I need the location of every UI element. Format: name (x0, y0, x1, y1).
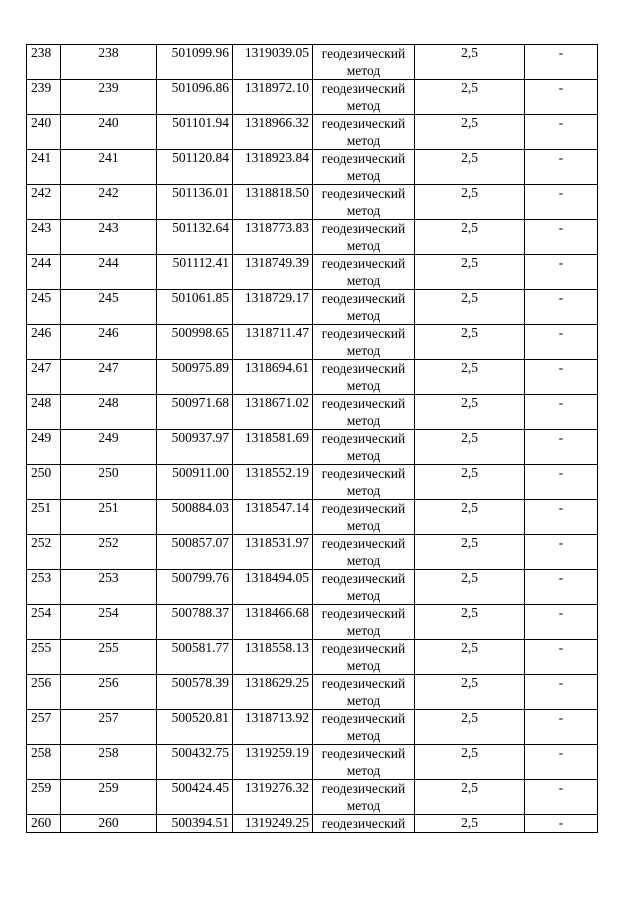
coordinate-x-cell: 500857.07 (157, 535, 233, 570)
coordinate-x-cell: 500394.51 (157, 815, 233, 833)
coordinate-y-cell: 1319276.32 (233, 780, 313, 815)
coordinate-y-cell: 1318547.14 (233, 500, 313, 535)
coordinates-table (26, 44, 598, 833)
table-row (27, 745, 598, 780)
table-row (27, 185, 598, 220)
note-cell: - (525, 325, 598, 360)
accuracy-cell: 2,5 (415, 745, 525, 780)
note-cell: - (525, 465, 598, 500)
accuracy-cell: 2,5 (415, 290, 525, 325)
coordinate-y-cell: 1319259.19 (233, 745, 313, 780)
coordinate-x-cell: 500884.03 (157, 500, 233, 535)
table-row (27, 325, 598, 360)
coordinate-x-cell: 500432.75 (157, 745, 233, 780)
coordinate-x-cell: 500911.00 (157, 465, 233, 500)
coordinate-x-cell: 501061.85 (157, 290, 233, 325)
mark-number-cell: 248 (61, 395, 157, 430)
method-cell: геодезический метод (313, 780, 415, 815)
accuracy-cell: 2,5 (415, 150, 525, 185)
coordinate-y-cell: 1319249.25 (233, 815, 313, 833)
coordinate-x-cell: 501136.01 (157, 185, 233, 220)
point-number-cell: 253 (27, 570, 61, 605)
table-row (27, 255, 598, 290)
method-cell: геодезический метод (313, 640, 415, 675)
note-cell: - (525, 430, 598, 465)
note-cell: - (525, 815, 598, 833)
coordinate-x-cell: 501101.94 (157, 115, 233, 150)
method-cell: геодезический метод (313, 255, 415, 290)
coordinate-y-cell: 1318713.92 (233, 710, 313, 745)
note-cell: - (525, 640, 598, 675)
point-number-cell: 240 (27, 115, 61, 150)
point-number-cell: 250 (27, 465, 61, 500)
accuracy-cell: 2,5 (415, 640, 525, 675)
note-cell: - (525, 220, 598, 255)
table-row (27, 780, 598, 815)
mark-number-cell: 252 (61, 535, 157, 570)
accuracy-cell: 2,5 (415, 220, 525, 255)
method-cell: геодезический метод (313, 395, 415, 430)
table-row (27, 640, 598, 675)
method-cell: геодезический метод (313, 430, 415, 465)
mark-number-cell: 246 (61, 325, 157, 360)
table-row (27, 675, 598, 710)
mark-number-cell: 247 (61, 360, 157, 395)
method-cell: геодезический метод (313, 745, 415, 780)
coordinate-y-cell: 1319039.05 (233, 45, 313, 80)
table-row (27, 465, 598, 500)
table-row (27, 535, 598, 570)
point-number-cell: 251 (27, 500, 61, 535)
note-cell: - (525, 395, 598, 430)
table-row (27, 815, 598, 833)
coordinate-x-cell: 500788.37 (157, 605, 233, 640)
mark-number-cell: 245 (61, 290, 157, 325)
point-number-cell: 238 (27, 45, 61, 80)
table-row (27, 395, 598, 430)
point-number-cell: 255 (27, 640, 61, 675)
table-row (27, 360, 598, 395)
accuracy-cell: 2,5 (415, 430, 525, 465)
note-cell: - (525, 360, 598, 395)
table-row (27, 80, 598, 115)
note-cell: - (525, 745, 598, 780)
coordinate-x-cell: 501096.86 (157, 80, 233, 115)
note-cell: - (525, 80, 598, 115)
coordinate-y-cell: 1318818.50 (233, 185, 313, 220)
accuracy-cell: 2,5 (415, 570, 525, 605)
accuracy-cell: 2,5 (415, 325, 525, 360)
coordinate-y-cell: 1318558.13 (233, 640, 313, 675)
point-number-cell: 256 (27, 675, 61, 710)
coordinate-y-cell: 1318972.10 (233, 80, 313, 115)
coordinate-y-cell: 1318494.05 (233, 570, 313, 605)
accuracy-cell: 2,5 (415, 185, 525, 220)
method-cell: геодезический метод (313, 710, 415, 745)
mark-number-cell: 243 (61, 220, 157, 255)
method-cell: геодезический метод (313, 535, 415, 570)
table-row (27, 570, 598, 605)
point-number-cell: 247 (27, 360, 61, 395)
point-number-cell: 242 (27, 185, 61, 220)
method-cell: геодезический метод (313, 115, 415, 150)
coordinate-y-cell: 1318711.47 (233, 325, 313, 360)
accuracy-cell: 2,5 (415, 45, 525, 80)
table-row (27, 500, 598, 535)
method-cell: геодезический метод (313, 675, 415, 710)
mark-number-cell: 256 (61, 675, 157, 710)
mark-number-cell: 250 (61, 465, 157, 500)
method-cell: геодезический метод (313, 570, 415, 605)
mark-number-cell: 244 (61, 255, 157, 290)
coordinate-y-cell: 1318581.69 (233, 430, 313, 465)
table-row (27, 45, 598, 80)
note-cell: - (525, 500, 598, 535)
mark-number-cell: 241 (61, 150, 157, 185)
coordinate-y-cell: 1318552.19 (233, 465, 313, 500)
accuracy-cell: 2,5 (415, 360, 525, 395)
point-number-cell: 239 (27, 80, 61, 115)
mark-number-cell: 255 (61, 640, 157, 675)
accuracy-cell: 2,5 (415, 535, 525, 570)
coordinate-x-cell: 500578.39 (157, 675, 233, 710)
coordinate-x-cell: 501120.84 (157, 150, 233, 185)
coordinate-x-cell: 500971.68 (157, 395, 233, 430)
mark-number-cell: 251 (61, 500, 157, 535)
coordinate-x-cell: 500424.45 (157, 780, 233, 815)
method-cell: геодезический метод (313, 185, 415, 220)
mark-number-cell: 260 (61, 815, 157, 833)
accuracy-cell: 2,5 (415, 605, 525, 640)
mark-number-cell: 259 (61, 780, 157, 815)
note-cell: - (525, 780, 598, 815)
coordinate-x-cell: 500998.65 (157, 325, 233, 360)
coordinate-x-cell: 500799.76 (157, 570, 233, 605)
accuracy-cell: 2,5 (415, 675, 525, 710)
point-number-cell: 246 (27, 325, 61, 360)
note-cell: - (525, 710, 598, 745)
table-row (27, 220, 598, 255)
coordinate-y-cell: 1318629.25 (233, 675, 313, 710)
table-row (27, 150, 598, 185)
note-cell: - (525, 185, 598, 220)
note-cell: - (525, 150, 598, 185)
accuracy-cell: 2,5 (415, 395, 525, 430)
coordinate-y-cell: 1318966.32 (233, 115, 313, 150)
method-cell: геодезический метод (313, 360, 415, 395)
accuracy-cell: 2,5 (415, 500, 525, 535)
coordinate-x-cell: 500937.97 (157, 430, 233, 465)
note-cell: - (525, 115, 598, 150)
coordinate-x-cell: 501132.64 (157, 220, 233, 255)
method-cell: геодезический метод (313, 290, 415, 325)
method-cell: геодезический метод (313, 150, 415, 185)
method-cell: геодезический (313, 815, 415, 833)
mark-number-cell: 257 (61, 710, 157, 745)
note-cell: - (525, 570, 598, 605)
point-number-cell: 254 (27, 605, 61, 640)
point-number-cell: 243 (27, 220, 61, 255)
mark-number-cell: 239 (61, 80, 157, 115)
point-number-cell: 244 (27, 255, 61, 290)
point-number-cell: 248 (27, 395, 61, 430)
mark-number-cell: 249 (61, 430, 157, 465)
coordinate-x-cell: 500520.81 (157, 710, 233, 745)
method-cell: геодезический метод (313, 80, 415, 115)
note-cell: - (525, 605, 598, 640)
point-number-cell: 252 (27, 535, 61, 570)
point-number-cell: 241 (27, 150, 61, 185)
coordinate-y-cell: 1318773.83 (233, 220, 313, 255)
accuracy-cell: 2,5 (415, 115, 525, 150)
point-number-cell: 257 (27, 710, 61, 745)
accuracy-cell: 2,5 (415, 815, 525, 833)
point-number-cell: 259 (27, 780, 61, 815)
mark-number-cell: 238 (61, 45, 157, 80)
table-row (27, 290, 598, 325)
accuracy-cell: 2,5 (415, 780, 525, 815)
coordinate-x-cell: 500581.77 (157, 640, 233, 675)
method-cell: геодезический метод (313, 605, 415, 640)
mark-number-cell: 258 (61, 745, 157, 780)
table-row (27, 605, 598, 640)
point-number-cell: 249 (27, 430, 61, 465)
note-cell: - (525, 45, 598, 80)
coordinate-y-cell: 1318531.97 (233, 535, 313, 570)
accuracy-cell: 2,5 (415, 465, 525, 500)
table-row (27, 430, 598, 465)
coordinate-y-cell: 1318729.17 (233, 290, 313, 325)
table-row (27, 115, 598, 150)
coordinate-y-cell: 1318923.84 (233, 150, 313, 185)
coordinate-y-cell: 1318671.02 (233, 395, 313, 430)
mark-number-cell: 253 (61, 570, 157, 605)
coordinate-x-cell: 501112.41 (157, 255, 233, 290)
mark-number-cell: 240 (61, 115, 157, 150)
method-cell: геодезический метод (313, 220, 415, 255)
note-cell: - (525, 290, 598, 325)
note-cell: - (525, 255, 598, 290)
method-cell: геодезический метод (313, 325, 415, 360)
accuracy-cell: 2,5 (415, 710, 525, 745)
mark-number-cell: 242 (61, 185, 157, 220)
table-body (27, 45, 598, 833)
note-cell: - (525, 675, 598, 710)
table-row (27, 710, 598, 745)
method-cell: геодезический метод (313, 500, 415, 535)
method-cell: геодезический метод (313, 465, 415, 500)
point-number-cell: 260 (27, 815, 61, 833)
accuracy-cell: 2,5 (415, 255, 525, 290)
accuracy-cell: 2,5 (415, 80, 525, 115)
coordinate-x-cell: 501099.96 (157, 45, 233, 80)
mark-number-cell: 254 (61, 605, 157, 640)
method-cell: геодезический метод (313, 45, 415, 80)
point-number-cell: 258 (27, 745, 61, 780)
coordinate-x-cell: 500975.89 (157, 360, 233, 395)
coordinate-y-cell: 1318749.39 (233, 255, 313, 290)
coordinate-y-cell: 1318694.61 (233, 360, 313, 395)
note-cell: - (525, 535, 598, 570)
point-number-cell: 245 (27, 290, 61, 325)
coordinate-y-cell: 1318466.68 (233, 605, 313, 640)
